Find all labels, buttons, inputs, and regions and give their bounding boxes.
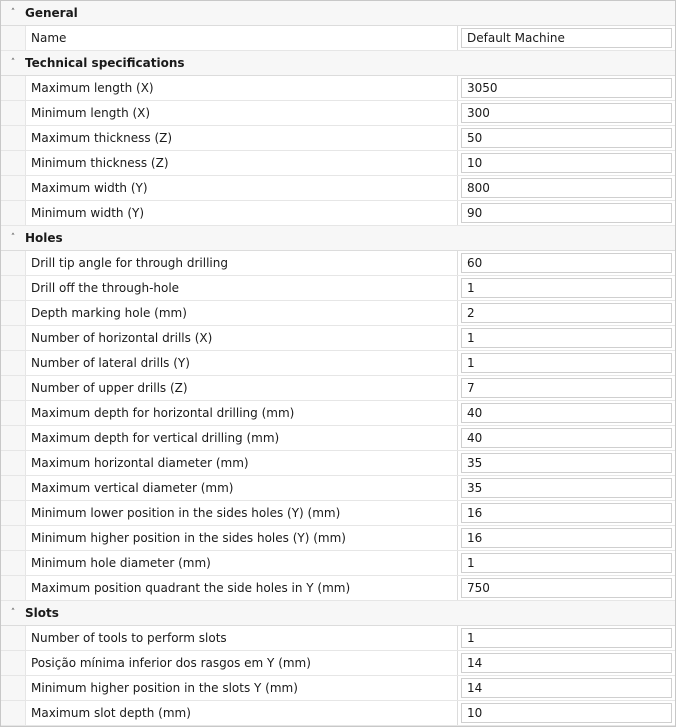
- property-label: Maximum length (X): [25, 76, 458, 100]
- property-label: Maximum horizontal diameter (mm): [25, 451, 458, 475]
- property-label: Number of tools to perform slots: [25, 626, 458, 650]
- property-value-field[interactable]: 35: [461, 453, 672, 473]
- property-label: Minimum lower position in the sides holes (Y) (mm): [25, 501, 458, 525]
- property-label: Number of lateral drills (Y): [25, 351, 458, 375]
- property-label: Minimum thickness (Z): [25, 151, 458, 175]
- property-row: [1, 176, 675, 201]
- property-label: Minimum hole diameter (mm): [25, 551, 458, 575]
- property-row: [1, 701, 675, 726]
- property-value-field[interactable]: 16: [461, 528, 672, 548]
- property-value-field[interactable]: 35: [461, 478, 672, 498]
- property-row: [1, 501, 675, 526]
- category-slots[interactable]: [1, 601, 675, 626]
- property-row: [1, 201, 675, 226]
- property-value-field[interactable]: 40: [461, 403, 672, 423]
- property-value-field[interactable]: 14: [461, 653, 672, 673]
- category-holes[interactable]: [1, 226, 675, 251]
- property-value-field[interactable]: 60: [461, 253, 672, 273]
- property-label: Number of horizontal drills (X): [25, 326, 458, 350]
- property-row: [1, 576, 675, 601]
- property-value-field[interactable]: 1: [461, 278, 672, 298]
- property-row: [1, 401, 675, 426]
- property-row: [1, 126, 675, 151]
- category-general[interactable]: [1, 1, 675, 26]
- property-value-field[interactable]: 16: [461, 503, 672, 523]
- property-value-field[interactable]: 2: [461, 303, 672, 323]
- property-value-field[interactable]: 10: [461, 703, 672, 723]
- property-label: Maximum position quadrant the side holes in Y (mm): [25, 576, 458, 600]
- property-label: Maximum thickness (Z): [25, 126, 458, 150]
- chevron-up-icon[interactable]: ˄: [10, 233, 16, 243]
- property-label: Drill tip angle for through drilling: [25, 251, 458, 275]
- property-row: [1, 526, 675, 551]
- property-row: [1, 251, 675, 276]
- property-label: Maximum depth for horizontal drilling (mm): [25, 401, 458, 425]
- property-label: Posição mínima inferior dos rasgos em Y (mm): [25, 651, 458, 675]
- property-row: [1, 676, 675, 701]
- property-label: Depth marking hole (mm): [25, 301, 458, 325]
- property-row: [1, 301, 675, 326]
- property-label: Maximum depth for vertical drilling (mm): [25, 426, 458, 450]
- category-title: Holes: [25, 231, 63, 245]
- property-value-field[interactable]: 7: [461, 378, 672, 398]
- property-label: Name: [25, 26, 458, 50]
- property-row: [1, 351, 675, 376]
- property-row: [1, 451, 675, 476]
- chevron-up-icon[interactable]: ˄: [10, 58, 16, 68]
- property-row: [1, 76, 675, 101]
- property-label: Number of upper drills (Z): [25, 376, 458, 400]
- category-title: General: [25, 6, 78, 20]
- property-row: [1, 376, 675, 401]
- category-technical-specifications[interactable]: [1, 51, 675, 76]
- property-value-field[interactable]: 10: [461, 153, 672, 173]
- category-title: Technical specifications: [25, 56, 185, 70]
- property-label: Maximum width (Y): [25, 176, 458, 200]
- property-value-field[interactable]: 50: [461, 128, 672, 148]
- property-row: [1, 151, 675, 176]
- property-value-field[interactable]: 14: [461, 678, 672, 698]
- property-value-field[interactable]: 40: [461, 428, 672, 448]
- property-label: Maximum vertical diameter (mm): [25, 476, 458, 500]
- property-value-field[interactable]: 1: [461, 328, 672, 348]
- property-row: [1, 276, 675, 301]
- property-value-field[interactable]: 1: [461, 553, 672, 573]
- property-label: Minimum higher position in the sides holes (Y) (mm): [25, 526, 458, 550]
- property-label: Minimum higher position in the slots Y (mm): [25, 676, 458, 700]
- chevron-up-icon[interactable]: ˄: [10, 608, 16, 618]
- property-value-field[interactable]: 3050: [461, 78, 672, 98]
- property-label: Minimum width (Y): [25, 201, 458, 225]
- property-row: [1, 326, 675, 351]
- property-row: [1, 426, 675, 451]
- property-label: Maximum slot depth (mm): [25, 701, 458, 725]
- category-title: Slots: [25, 606, 59, 620]
- property-value-field[interactable]: 750: [461, 578, 672, 598]
- property-value-field[interactable]: 1: [461, 353, 672, 373]
- property-value-field[interactable]: 1: [461, 628, 672, 648]
- property-value-field[interactable]: Default Machine: [461, 28, 672, 48]
- property-value-field[interactable]: 90: [461, 203, 672, 223]
- property-row: [1, 551, 675, 576]
- property-value-field[interactable]: 300: [461, 103, 672, 123]
- property-row: [1, 476, 675, 501]
- property-row: [1, 26, 675, 51]
- property-label: Minimum length (X): [25, 101, 458, 125]
- property-value-field[interactable]: 800: [461, 178, 672, 198]
- property-row: [1, 626, 675, 651]
- property-row: [1, 101, 675, 126]
- chevron-up-icon[interactable]: ˄: [10, 8, 16, 18]
- property-label: Drill off the through-hole: [25, 276, 458, 300]
- property-row: [1, 651, 675, 676]
